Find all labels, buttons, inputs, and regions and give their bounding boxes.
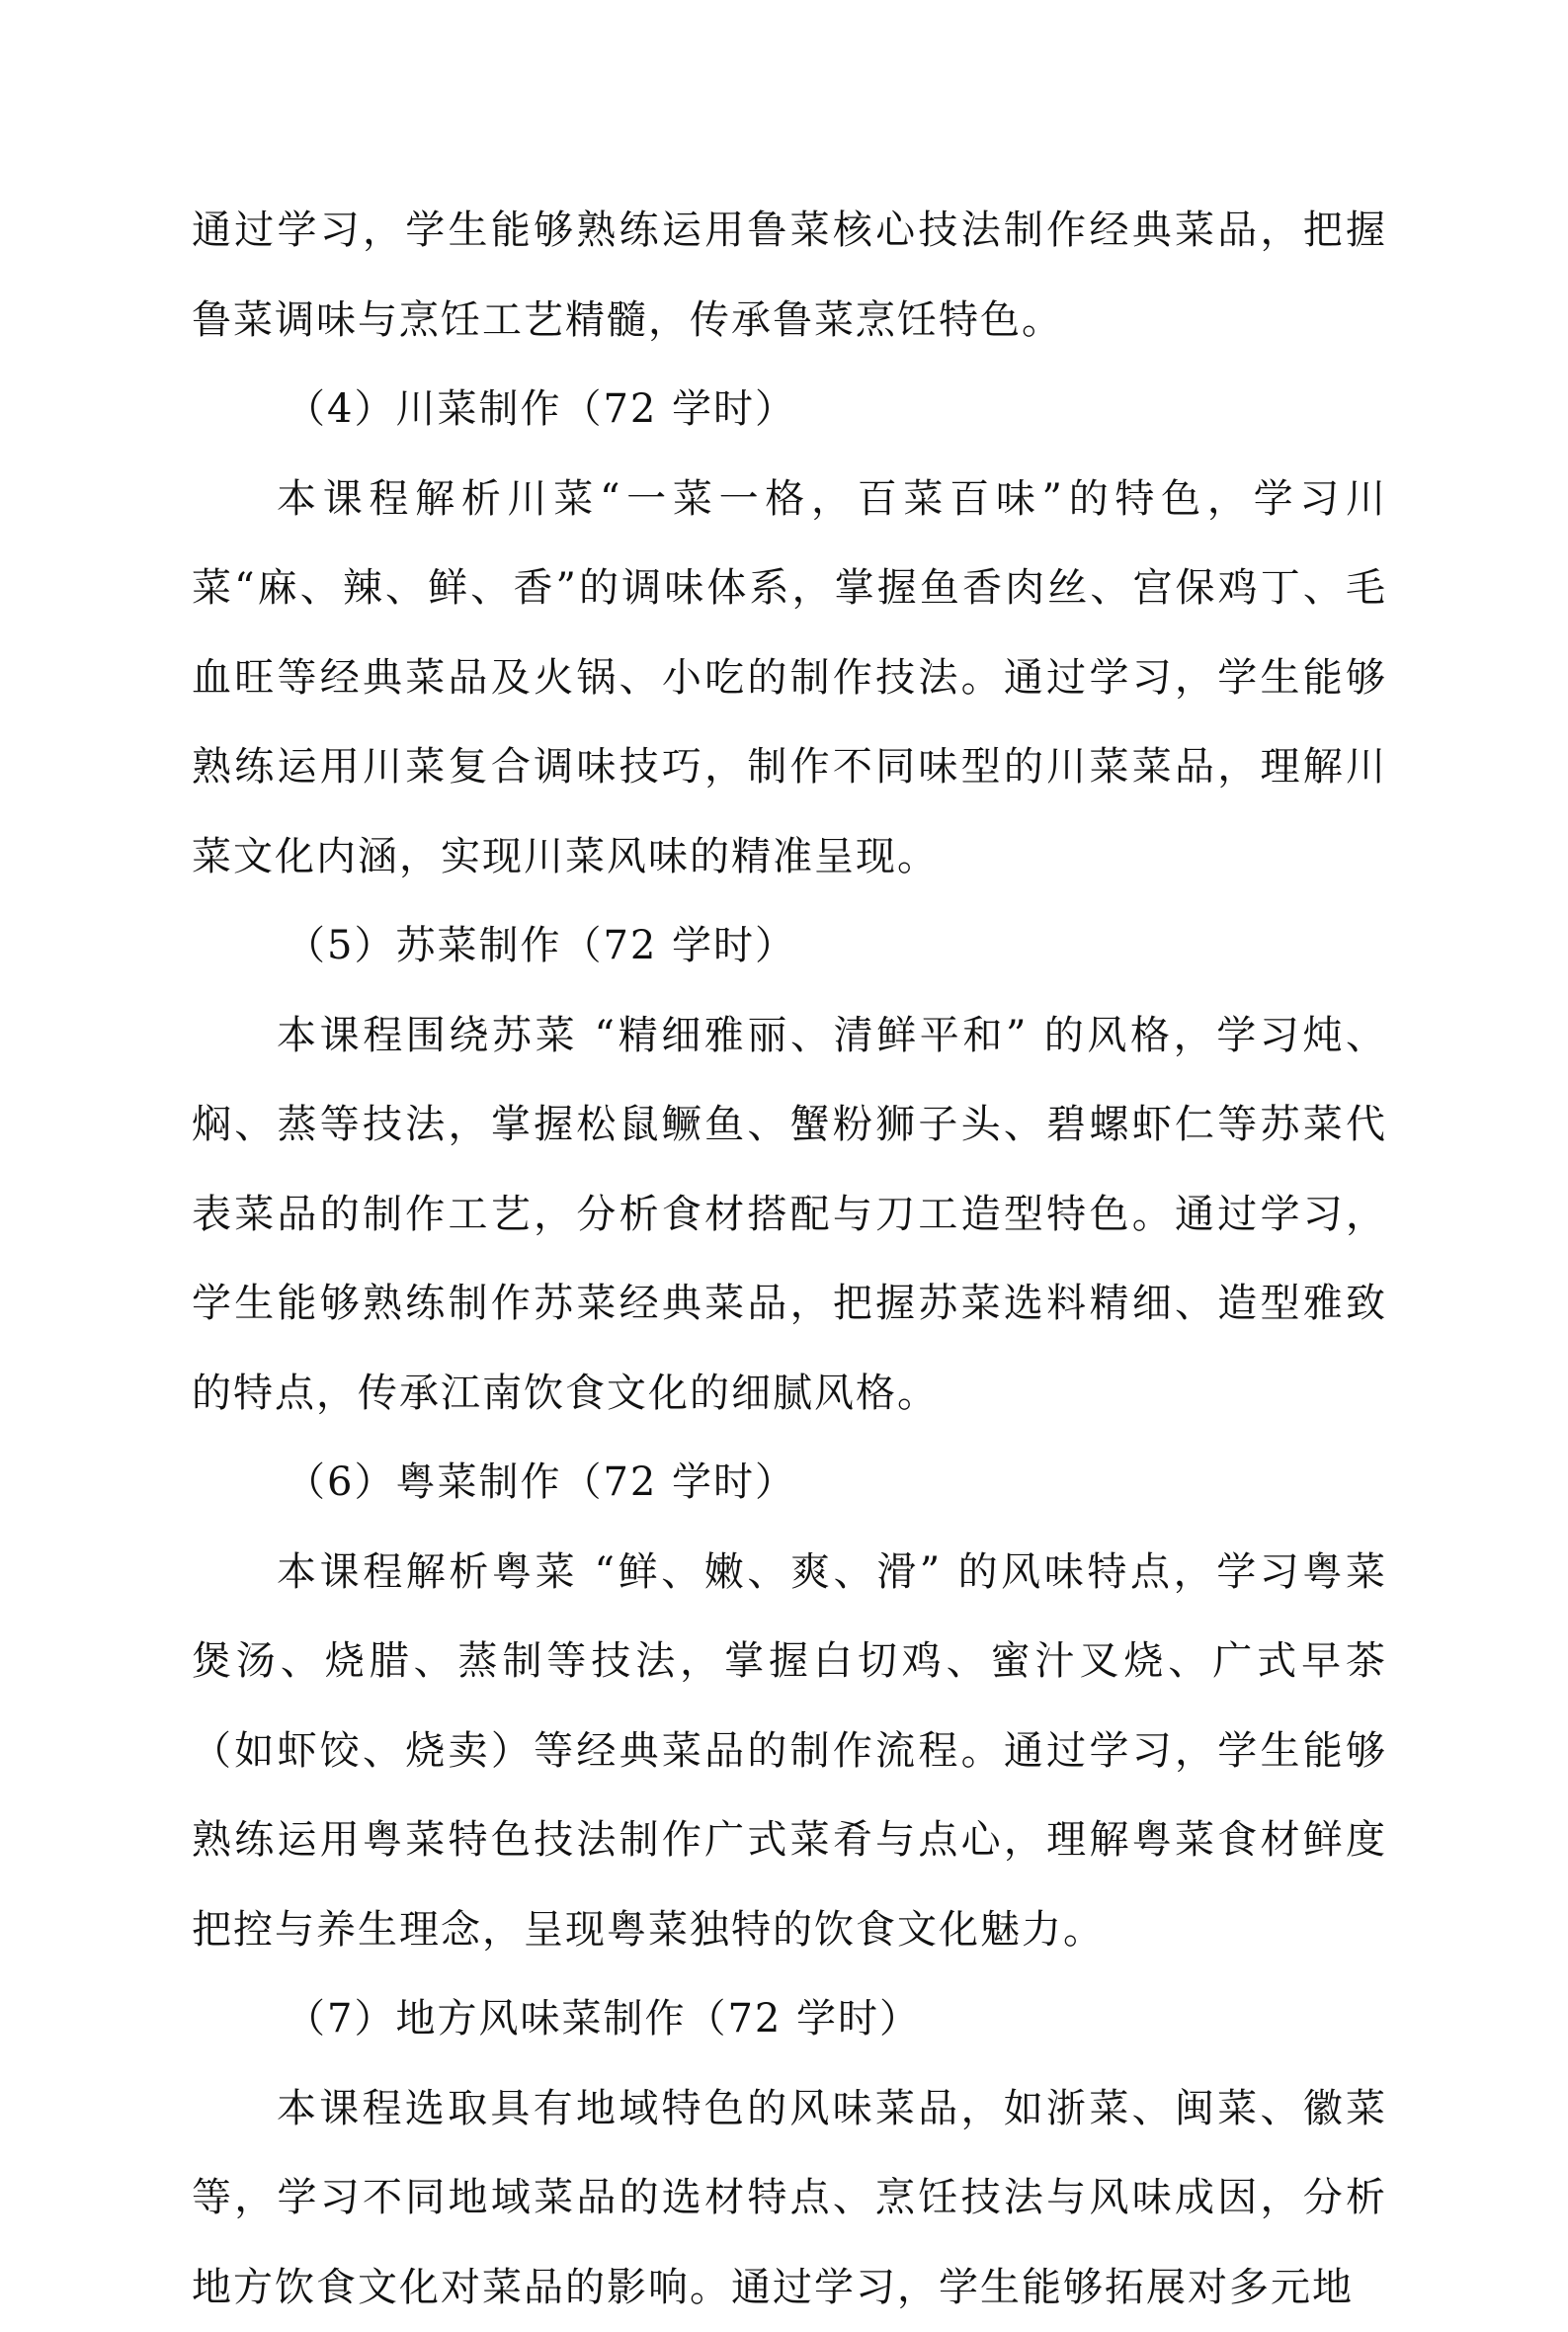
section-heading-regional: （7）地方风味菜制作（72 学时）	[192, 1974, 1387, 2064]
section-heading-sichuan: （4）川菜制作（72 学时）	[192, 365, 1387, 455]
intro-paragraph: 通过学习，学生能够熟练运用鲁菜核心技法制作经典菜品，把握鲁菜调味与烹饪工艺精髓，传承鲁菜烹饪特色。	[192, 186, 1387, 365]
section-body-regional: 本课程选取具有地域特色的风味菜品，如浙菜、闽菜、徽菜等，学习不同地域菜品的选材特点、烹饪技法与风味成因，分析地方饮食文化对菜品的影响。通过学习，学生能够拓展对多元地	[192, 2064, 1387, 2332]
section-heading-jiangsu: （5）苏菜制作（72 学时）	[192, 901, 1387, 991]
section-body-cantonese: 本课程解析粤菜 “鲜、嫩、爽、滑” 的风味特点，学习粤菜煲汤、烧腊、蒸制等技法，掌握白切鸡、蜜汁叉烧、广式早茶（如虾饺、烧卖）等经典菜品的制作流程。通过学习，学生能够熟练运用粤菜特色技法制作广式菜肴与点心，理解粤菜食材鲜度把控与养生理念，呈现粤菜独特的饮食文化魅力。	[192, 1528, 1387, 1975]
section-body-jiangsu: 本课程围绕苏菜 “精细雅丽、清鲜平和” 的风格，学习炖、焖、蒸等技法，掌握松鼠鳜鱼、蟹粉狮子头、碧螺虾仁等苏菜代表菜品的制作工艺，分析食材搭配与刀工造型特色。通过学习，学生能够熟练制作苏菜经典菜品，把握苏菜选料精细、造型雅致的特点，传承江南饮食文化的细腻风格。	[192, 991, 1387, 1439]
section-body-sichuan: 本课程解析川菜“一菜一格，百菜百味”的特色，学习川菜“麻、辣、鲜、香”的调味体系，掌握鱼香肉丝、宫保鸡丁、毛血旺等经典菜品及火锅、小吃的制作技法。通过学习，学生能够熟练运用川菜复合调味技巧，制作不同味型的川菜菜品，理解川菜文化内涵，实现川菜风味的精准呈现。	[192, 455, 1387, 902]
document-body	[192, 186, 1387, 2332]
section-heading-cantonese: （6）粤菜制作（72 学时）	[192, 1438, 1387, 1528]
